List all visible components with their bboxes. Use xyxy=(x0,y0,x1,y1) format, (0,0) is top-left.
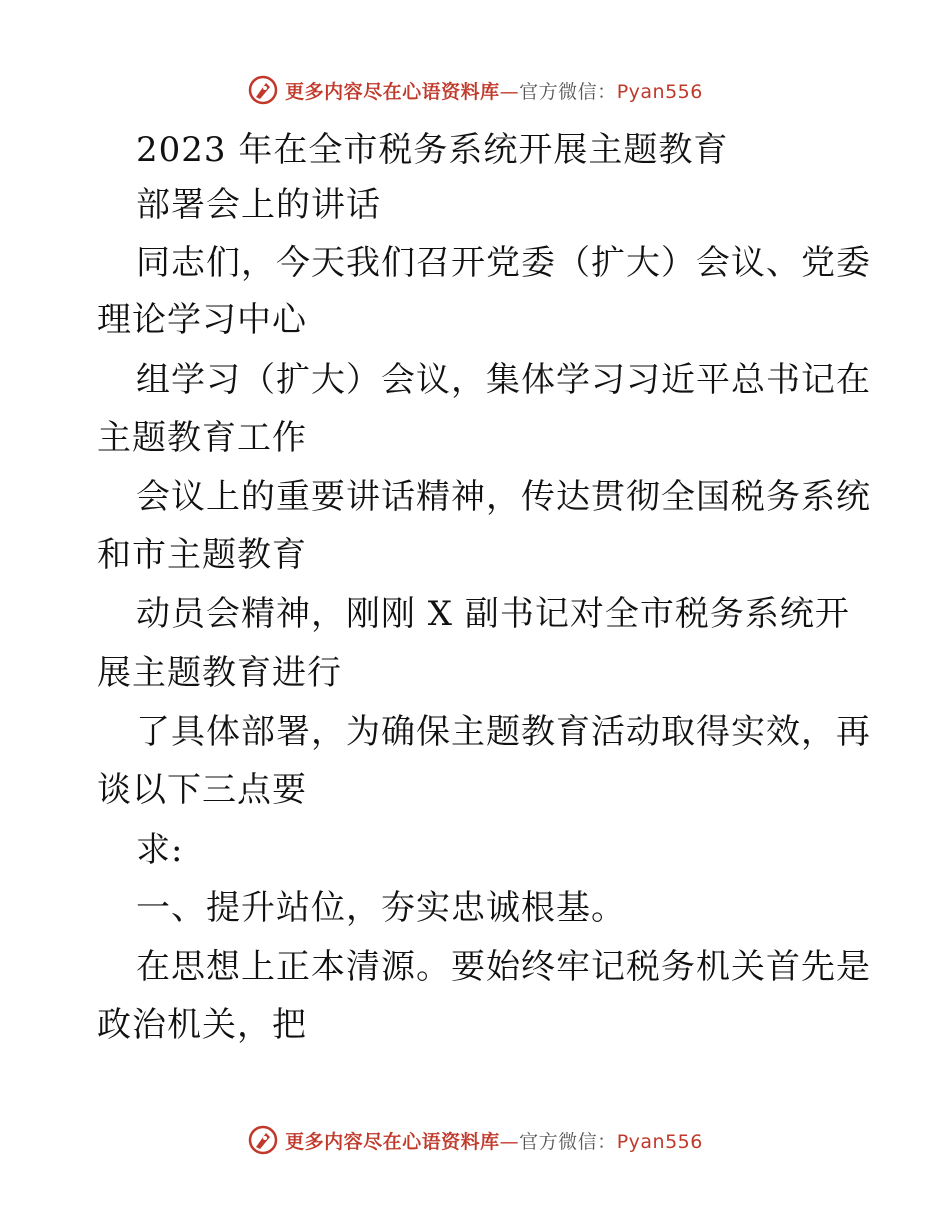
paragraph-line: 同志们，今天我们召开党委（扩大）会议、党委 xyxy=(136,243,871,283)
paragraph-line: 理论学习中心 xyxy=(97,300,307,340)
paragraph-line: 和市主题教育 xyxy=(97,535,307,575)
watermark-brand: 更多内容尽在心语资料库 xyxy=(285,1130,500,1153)
watermark-wechat-id: Pyan556 xyxy=(616,80,703,103)
paragraph-line: 主题教育工作 xyxy=(97,418,307,458)
paragraph-line: 展主题教育进行 xyxy=(97,653,342,693)
paragraph-line: 政治机关，把 xyxy=(97,1005,307,1045)
watermark-wechat-label: 官方微信： xyxy=(519,80,617,103)
paragraph-line: 谈以下三点要 xyxy=(97,770,307,810)
watermark-text xyxy=(285,77,703,104)
paragraph-line: 了具体部署，为确保主题教育活动取得实效，再 xyxy=(136,712,871,752)
watermark-brand: 更多内容尽在心语资料库 xyxy=(285,80,500,103)
paragraph-line: 动员会精神，刚刚 X 副书记对全市税务系统开 xyxy=(136,594,850,634)
header-watermark xyxy=(0,70,950,110)
paragraph-line: 在思想上正本清源。要始终牢记税务机关首先是 xyxy=(136,947,871,987)
paragraph-line: 会议上的重要讲话精神，传达贯彻全国税务系统 xyxy=(136,477,871,517)
paragraph-line: 求: xyxy=(136,830,184,870)
pen-nib-logo-icon xyxy=(247,74,279,106)
watermark-wechat-label: 官方微信： xyxy=(519,1130,617,1153)
paragraph-line: 组学习（扩大）会议，集体学习习近平总书记在 xyxy=(136,360,871,400)
watermark-wechat-id: Pyan556 xyxy=(616,1130,703,1153)
watermark-separator: — xyxy=(499,1130,520,1153)
document-title-line-2: 部署会上的讲话 xyxy=(136,185,381,225)
pen-nib-logo-icon xyxy=(247,1124,279,1156)
document-title-line-1: 2023 年在全市税务系统开展主题教育 xyxy=(136,130,729,170)
footer-watermark xyxy=(0,1120,950,1160)
section-heading: 一、提升站位，夯实忠诚根基。 xyxy=(136,888,626,928)
watermark-text xyxy=(285,1127,703,1154)
watermark-separator: — xyxy=(499,80,520,103)
